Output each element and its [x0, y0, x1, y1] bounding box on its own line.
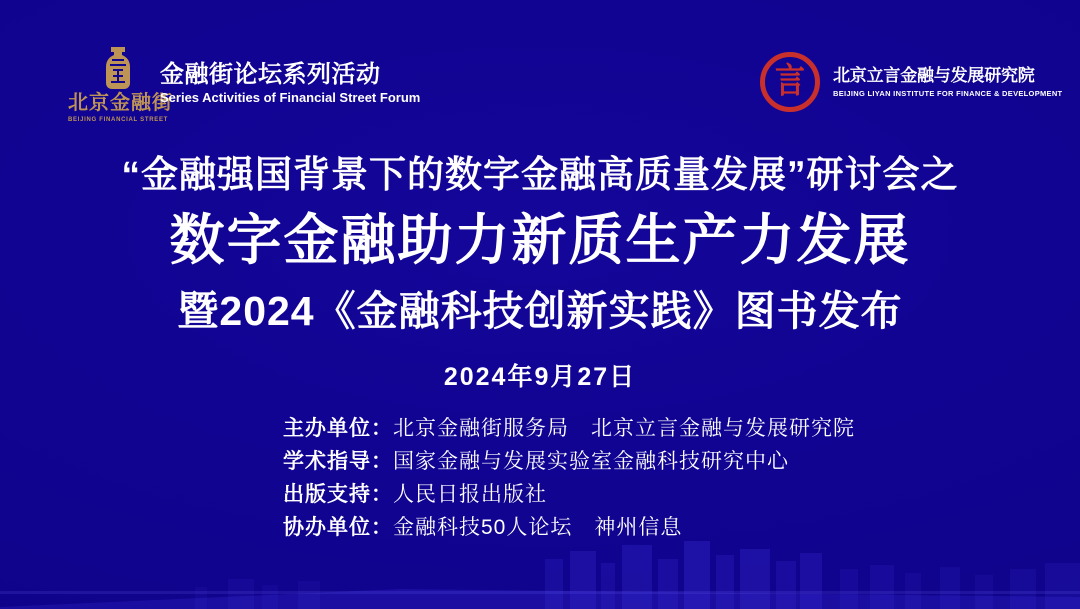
credit-row-hosts [283, 412, 855, 445]
treasure-seal-icon [103, 47, 133, 89]
beijing-financial-street-logo [68, 47, 173, 124]
credits-block [283, 412, 855, 544]
credit-label: 协办单位： [283, 516, 393, 539]
main-title: 数字金融助力新质生产力发展 [169, 210, 911, 271]
liyan-seal-icon [760, 52, 820, 112]
city-skyline-silhouette [0, 529, 1080, 609]
credit-row-publisher [283, 478, 855, 511]
logo-left-en: BEIJING FINANCIAL STREET [68, 117, 169, 123]
book-release-subtitle: 暨2024《金融科技创新实践》图书发布 [177, 288, 903, 334]
credit-value: 金融科技50人论坛 神州信息 [393, 516, 683, 539]
credit-row-academic [283, 445, 855, 478]
forum-series-en: Series Activities of Financial Street Forum [160, 90, 421, 105]
logo-right-en: BEIJING LIYAN INSTITUTE FOR FINANCE & DEVELOPMENT [833, 89, 1063, 98]
forum-series-title [160, 61, 420, 105]
credit-label: 主办单位： [283, 417, 393, 440]
credit-label: 学术指导： [283, 450, 393, 473]
logo-left-cn: 北京金融街 [68, 92, 173, 114]
credit-value: 人民日报出版社 [393, 483, 547, 506]
event-date: 2024年9月27日 [443, 363, 637, 391]
liyan-institute-logo [760, 52, 1062, 112]
forum-series-cn: 金融街论坛系列活动 [160, 61, 381, 88]
credit-label: 出版支持： [283, 483, 393, 506]
seminar-subtitle: “金融强国背景下的数字金融高质量发展”研讨会之 [121, 154, 959, 195]
logo-right-cn: 北京立言金融与发展研究院 [833, 66, 1035, 85]
liyan-seal-glyph: 言 [775, 62, 805, 101]
credit-value: 北京金融街服务局 北京立言金融与发展研究院 [393, 417, 855, 440]
credit-value: 国家金融与发展实验室金融科技研究中心 [393, 450, 789, 473]
